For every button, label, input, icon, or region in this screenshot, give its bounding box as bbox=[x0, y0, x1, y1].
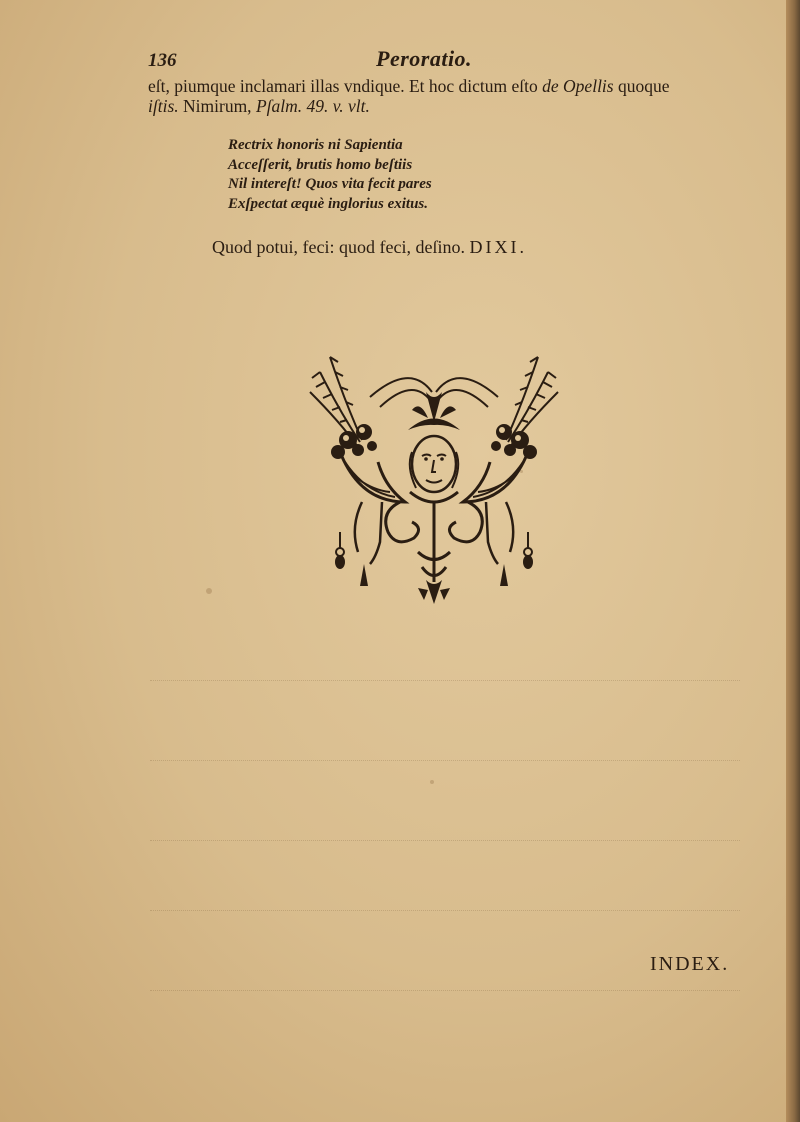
verse-quotation bbox=[228, 136, 432, 214]
catchword: INDEX. bbox=[650, 953, 730, 975]
body-text: quoque bbox=[613, 76, 670, 96]
show-through-line bbox=[150, 840, 740, 842]
body-line-1 bbox=[148, 76, 748, 96]
closing-line bbox=[212, 237, 527, 258]
verse-line: Acceſſerit, brutis homo beſtiis bbox=[228, 156, 413, 173]
foxing-spot bbox=[206, 588, 212, 594]
page-header bbox=[148, 44, 748, 74]
italic-reference: de Opellis bbox=[542, 76, 614, 96]
italic-word: iſtis. bbox=[148, 96, 179, 116]
show-through-line bbox=[150, 680, 740, 682]
verse-line: Exſpectat æquè inglorius exitus. bbox=[228, 195, 429, 212]
body-text: Nimirum, bbox=[178, 96, 256, 116]
page-number: 136 bbox=[148, 50, 177, 71]
show-through-line bbox=[150, 760, 740, 762]
show-through-line bbox=[150, 990, 740, 992]
show-through-line bbox=[150, 910, 740, 912]
closing-text: Quod potui, feci: quod feci, deſino. bbox=[212, 237, 470, 257]
page-spine-edge bbox=[786, 0, 800, 1122]
psalm-citation: Pſalm. 49. v. vlt. bbox=[255, 96, 370, 116]
verse-line: Rectrix honoris ni Sapientia bbox=[228, 137, 403, 153]
running-head: Peroratio. bbox=[376, 46, 473, 71]
dixi-word: DIXI. bbox=[469, 237, 527, 257]
body-line-2 bbox=[148, 96, 748, 116]
body-text: eſt, piumque inclamari illas vndique. Et hoc dictum eſto bbox=[148, 76, 543, 96]
woodcut-ornament bbox=[300, 352, 568, 604]
verse-line: Nil intereſt! Quos vita fecit pares bbox=[228, 176, 432, 192]
foxing-spot bbox=[430, 780, 434, 784]
